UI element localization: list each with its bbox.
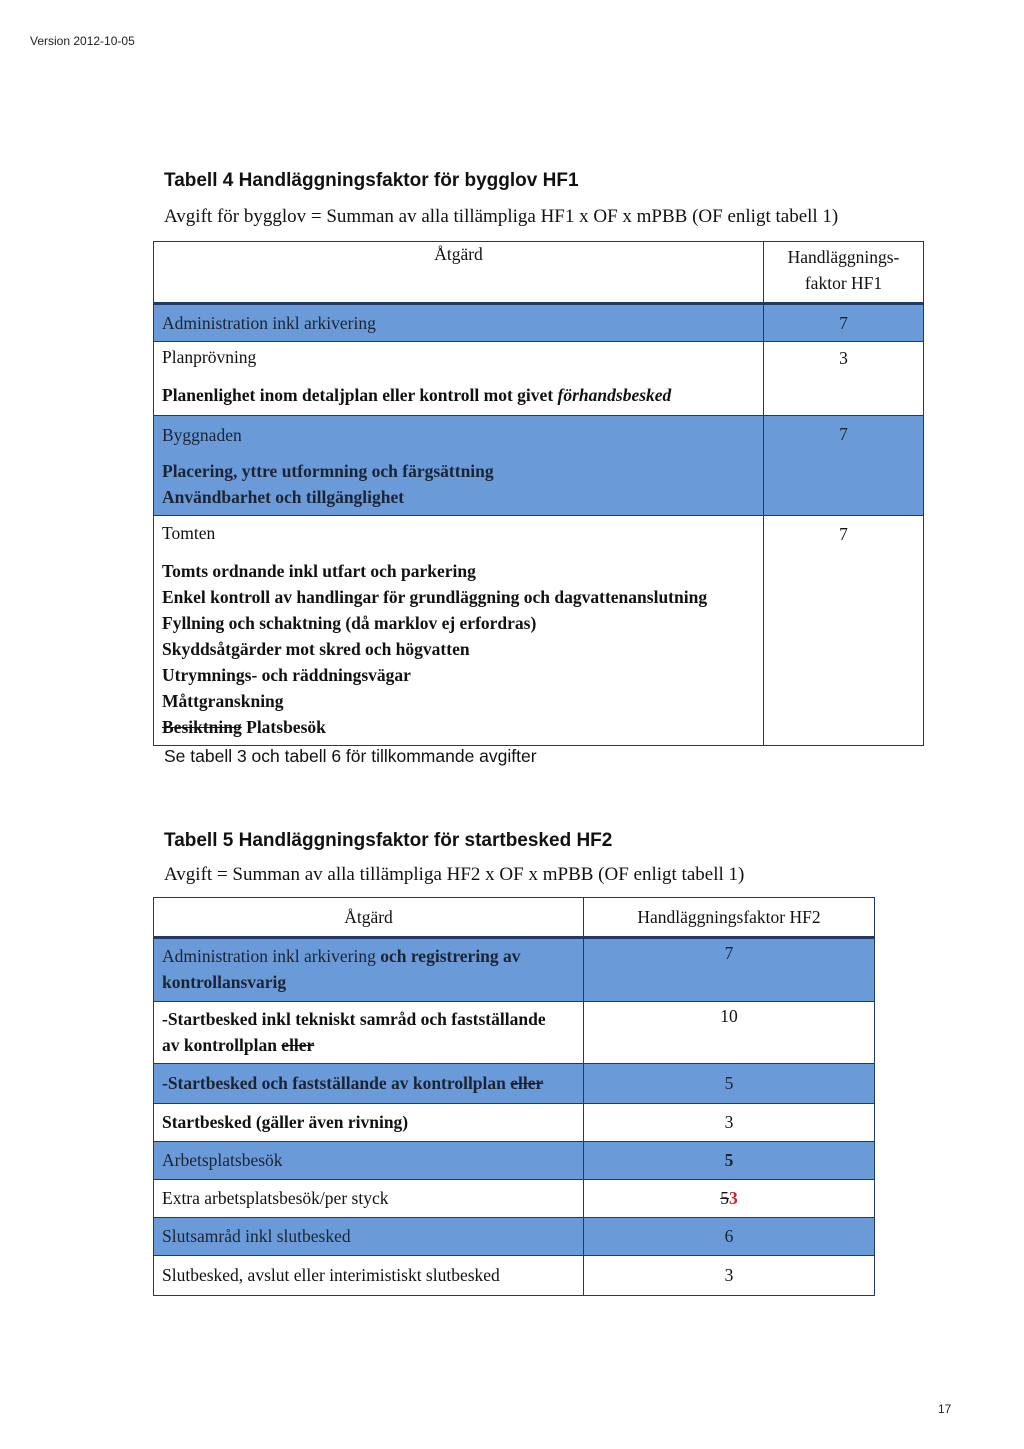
table4-col-factor-line1: Handläggnings- (787, 247, 900, 267)
table4-row-detail: Utrymnings- och räddningsvägar (162, 665, 411, 685)
table5-row-label: -Startbesked och fastställande av kontrollplan (162, 1073, 506, 1093)
table4-subtitle: Avgift för bygglov = Summan av alla tillämpliga HF1 x OF x mPBB (OF enligt tabell 1) (164, 206, 839, 227)
table4-row-detail-last: Besiktning Platsbesök (162, 717, 326, 737)
page-number: 17 (938, 1402, 952, 1416)
table4-row-detail: Tomts ordnande inkl utfart och parkering (162, 561, 476, 581)
table4-row-label: Planprövning (162, 347, 257, 367)
table4-note: Se tabell 3 och tabell 6 för tillkommande avgifter (164, 746, 537, 766)
table5-row-label: Slutsamråd inkl slutbesked (162, 1226, 351, 1246)
version-label: Version 2012-10-05 (30, 34, 135, 48)
table4-row-detail: Användbarhet och tillgänglighet (162, 487, 405, 507)
table5-row-label: Arbetsplatsbesök (162, 1150, 283, 1170)
table5-row-factor: 5 (724, 1150, 734, 1170)
table4-row-planprovning (154, 342, 924, 416)
table4-row-detail: Skyddsåtgärder mot skred och högvatten (162, 639, 470, 659)
table4-col-factor (764, 242, 924, 304)
table4-row-detail: Fyllning och schaktning (då marklov ej erfordras) (162, 613, 537, 633)
table5-subtitle: Avgift = Summan av alla tillämpliga HF2 x OF x mPBB (OF enligt tabell 1) (164, 864, 745, 885)
table4-col-action: Åtgärd (154, 242, 764, 304)
table5-row-startbesked-samrad: -Startbesked inkl tekniskt samråd och fastställande av kontrollplan eller 10 (154, 1002, 875, 1064)
table5-row-slutsamrad (154, 1218, 875, 1256)
table4-row-byggnaden (154, 416, 924, 516)
struck-text: Besiktning (162, 717, 242, 737)
table4-row-tomten (154, 516, 924, 746)
table4-col-factor-line2: faktor HF1 (804, 273, 883, 293)
corrected-factor: 3 (729, 1188, 738, 1208)
table4-row-label: Tomten (162, 523, 216, 543)
table5-row-factor: 7 (724, 943, 734, 963)
table4-row-detail: Planenlighet inom detaljplan eller kontroll mot givet förhandsbesked (162, 385, 672, 405)
table4-row-detail: Enkel kontroll av handlingar för grundläggning och dagvattenanslutning (162, 587, 708, 607)
table5-row-factor: 6 (724, 1226, 734, 1246)
table4-row-factor: 7 (839, 524, 848, 544)
table4-row-factor: 7 (839, 424, 848, 444)
table5-row-factor: 3 (724, 1112, 734, 1132)
table4-row-detail: Placering, yttre utformning och färgsättning (162, 461, 494, 481)
struck-text: eller (281, 1035, 315, 1055)
table5-row-label: -Startbesked inkl tekniskt samråd och fastställande (162, 1009, 546, 1029)
table5-row-label: Startbesked (gäller även rivning) (162, 1112, 409, 1132)
table4-title: Tabell 4 Handläggningsfaktor för bygglov HF1 (164, 170, 579, 191)
table5-row-startbesked (154, 1104, 875, 1142)
table4-row-detail: Måttgranskning (162, 691, 284, 711)
table4-row-factor: 3 (839, 348, 848, 368)
table5-row-factor: 10 (720, 1006, 738, 1026)
table5-row-arbetsplatsbesok (154, 1142, 875, 1180)
table5-row-label: Administration inkl arkivering (162, 946, 376, 966)
table4 (153, 241, 924, 746)
struck-text: eller (510, 1073, 544, 1093)
table5 (153, 897, 875, 1296)
table5-header-row (154, 898, 875, 938)
table5-row-extra-besok (154, 1180, 875, 1218)
table5-row-label: Extra arbetsplatsbesök/per styck (162, 1188, 389, 1208)
table5-row-factor: 3 (724, 1265, 734, 1285)
table5-col-factor: Handläggningsfaktor HF2 (584, 898, 875, 938)
table4-row-label: Administration inkl arkivering (162, 312, 376, 333)
struck-factor: 5 (720, 1188, 729, 1208)
table5-row-administration: Administration inkl arkivering och registrering av kontrollansvarig 7 (154, 938, 875, 1002)
table5-row-label: Slutbesked, avslut eller interimistiskt slutbesked (162, 1265, 500, 1285)
table5-row-factor: 5 (724, 1073, 734, 1093)
table5-col-action: Åtgärd (154, 898, 584, 938)
table4-row-factor: 7 (839, 312, 848, 333)
table4-header-row (154, 242, 924, 304)
table4-row-label: Byggnaden (162, 425, 242, 445)
table5-row-startbesked-kontrollplan (154, 1064, 875, 1104)
table5-row-slutbesked (154, 1256, 875, 1296)
table5-title: Tabell 5 Handläggningsfaktor för startbesked HF2 (164, 830, 613, 851)
table4-row-administration (154, 304, 924, 342)
